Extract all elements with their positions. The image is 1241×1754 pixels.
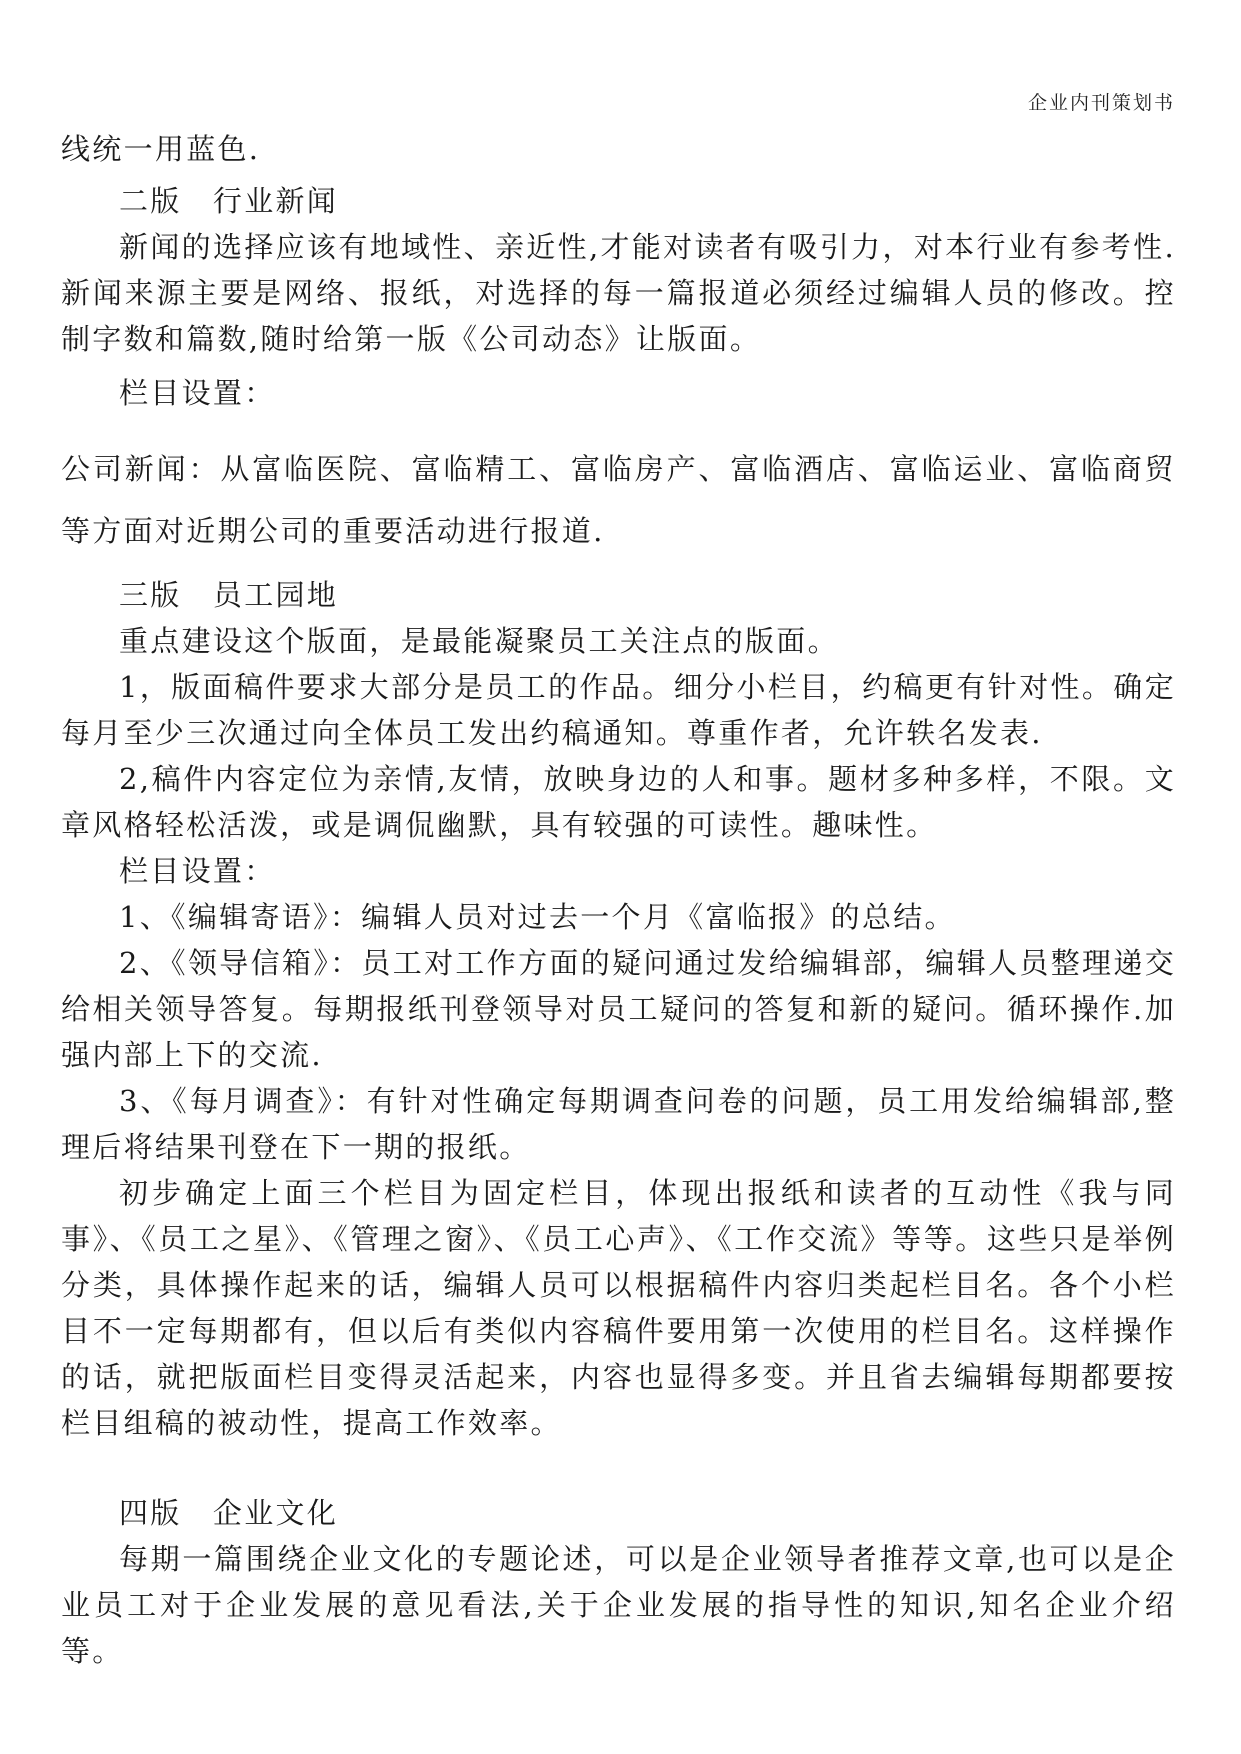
section-title-3: 三版 员工园地 [119,578,339,612]
paragraph-continuation: 线统一用蓝色. [61,132,261,166]
section-title-2: 二版 行业新闻 [119,184,339,218]
column-editor-note: 1、《编辑寄语》：编辑人员对过去一个月《富临报》的总结。 [119,900,956,934]
column-monthly-survey: 3、《每月调查》：有针对性确定每期调查问卷的问题，员工用发给编辑部,整理后将结果刊登在下一期的报纸。 [61,1084,1176,1164]
column-settings-label: 栏目设置： [119,376,276,410]
paragraph-employee-focus: 重点建设这个版面，是最能凝聚员工关注点的版面。 [119,624,839,658]
section-title-4: 四版 企业文化 [119,1496,339,1530]
paragraph-fixed-columns: 初步确定上面三个栏目为固定栏目，体现出报纸和读者的互动性《我与同事》、《员工之星》、《管理之窗》、《员工心声》、《工作交流》等等。这些只是举例分类，具体操作起来的话，编辑人员可以根据稿件内容归类起栏目名。各个小栏目不一定每期都有，但以后有类似内容稿件要用第一次使用的栏目名。这样操作的话，就把版面栏目变得灵活起来，内容也显得多变。并且省去编辑每期都要按栏目组稿的被动性，提高工作效率。 [61,1176,1176,1440]
column-settings-label-2: 栏目设置： [119,854,276,888]
paragraph-industry-news: 新闻的选择应该有地域性、亲近性,才能对读者有吸引力，对本行业有参考性.新闻来源主要是网络、报纸，对选择的每一篇报道必须经过编辑人员的修改。控制字数和篇数,随时给第一版《公司动态》让版面。 [61,230,1176,356]
paragraph-item-1: 1，版面稿件要求大部分是员工的作品。细分小栏目，约稿更有针对性。确定每月至少三次通过向全体员工发出约稿通知。尊重作者，允许轶名发表. [61,670,1176,750]
column-leader-mailbox: 2、《领导信箱》：员工对工作方面的疑问通过发给编辑部，编辑人员整理递交给相关领导答复。每期报纸刊登领导对员工疑问的答复和新的疑问。循环操作.加强内部上下的交流. [61,946,1176,1072]
paragraph-company-news: 公司新闻：从富临医院、富临精工、富临房产、富临酒店、富临运业、富临商贸等方面对近期公司的重要活动进行报道. [61,452,1176,548]
document-body [61,126,1176,1674]
paragraph-item-2: 2,稿件内容定位为亲情,友情，放映身边的人和事。题材多种多样，不限。文章风格轻松活泼，或是调侃幽默，具有较强的可读性。趣味性。 [61,762,1176,842]
paragraph-corporate-culture: 每期一篇围绕企业文化的专题论述，可以是企业领导者推荐文章,也可以是企业员工对于企业发展的意见看法,关于企业发展的指导性的知识,知名企业介绍等。 [61,1542,1176,1668]
page-header: 企业内刊策划书 [1027,92,1175,114]
